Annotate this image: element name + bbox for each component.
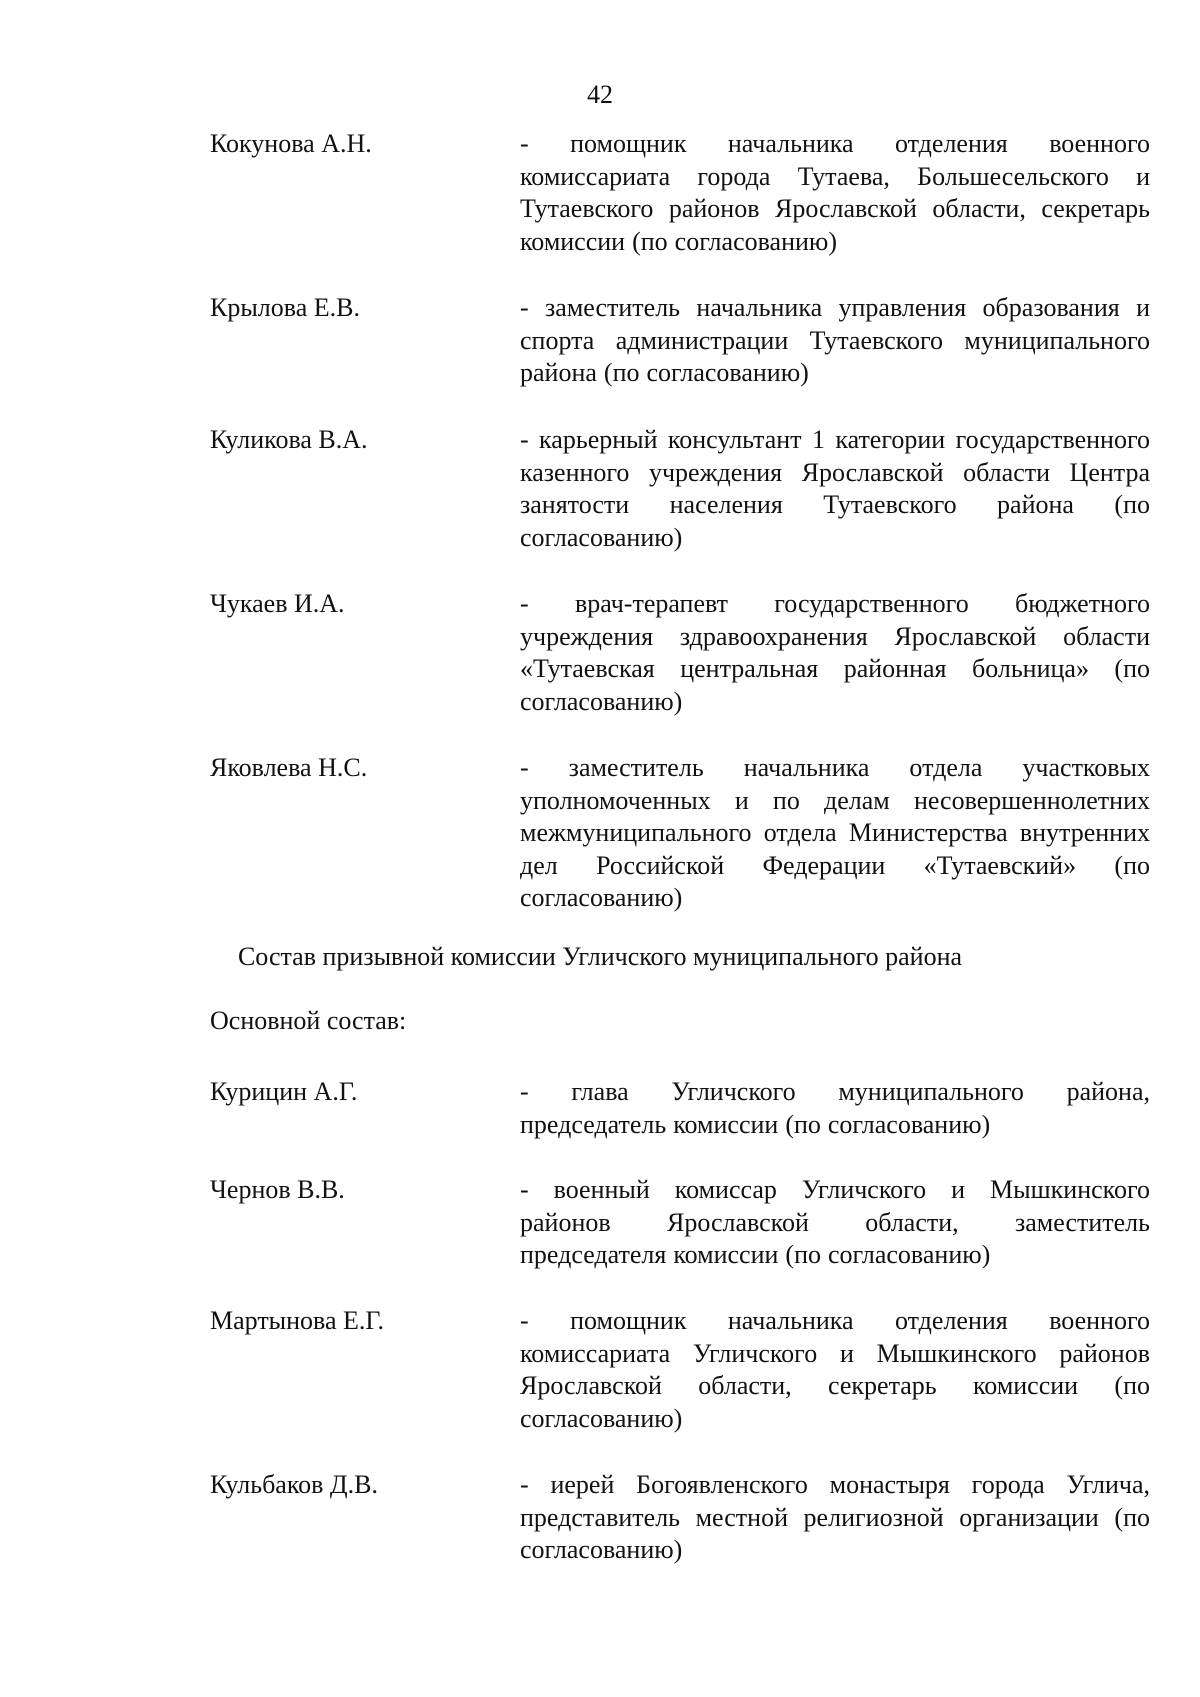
page-number: 42	[587, 80, 613, 109]
member-name: Курицин А.Г.	[210, 1077, 358, 1106]
member-name: Крылова Е.В.	[210, 293, 360, 322]
member-name: Мартынова Е.Г.	[210, 1306, 385, 1335]
member-name: Яковлева Н.С.	[210, 753, 368, 782]
section-heading: Состав призывной комиссии Угличского муниципального района	[237, 942, 963, 971]
subheading: Основной состав:	[210, 1006, 407, 1035]
member-role: - карьерный консультант 1 категории государственного казенного учреждения Ярославской области Центра занятости населения Тутаевского района (по согласованию)	[520, 425, 1150, 552]
member-name: Чукаев И.А.	[210, 589, 345, 618]
member-name: Кульбаков Д.В.	[210, 1470, 379, 1499]
member-role: - военный комиссар Угличского и Мышкинского районов Ярославской области, заместитель председателя комиссии (по согласованию)	[520, 1175, 1150, 1270]
member-role: - иерей Богоявленского монастыря города Углича, представитель местной религиозной организации (по согласованию)	[520, 1470, 1150, 1565]
member-role: - заместитель начальника управления образования и спорта администрации Тутаевского муниципального района (по согласованию)	[520, 293, 1150, 388]
member-role: - помощник начальника отделения военного комиссариата города Тутаева, Большесельского и Тутаевского районов Ярославской области, секретарь комиссии (по согласованию)	[520, 129, 1150, 256]
member-role: - врач-терапевт государственного бюджетного учреждения здравоохранения Ярославской области «Тутаевская центральная районная больница» (по согласованию)	[520, 589, 1150, 716]
member-role: - глава Угличского муниципального района, председатель комиссии (по согласованию)	[520, 1077, 1150, 1139]
member-name: Куликова В.А.	[210, 425, 368, 454]
member-role: - заместитель начальника отдела участковых уполномоченных и по делам несовершеннолетних межмуниципального отдела Министерства внутренних дел Российской Федерации «Тутаевский» (по согласованию)	[520, 753, 1150, 913]
member-name: Кокунова А.Н.	[210, 129, 372, 158]
member-role: - помощник начальника отделения военного комиссариата Угличского и Мышкинского районов Ярославской области, секретарь комиссии (по согласованию)	[520, 1306, 1150, 1433]
member-name: Чернов В.В.	[210, 1175, 345, 1204]
